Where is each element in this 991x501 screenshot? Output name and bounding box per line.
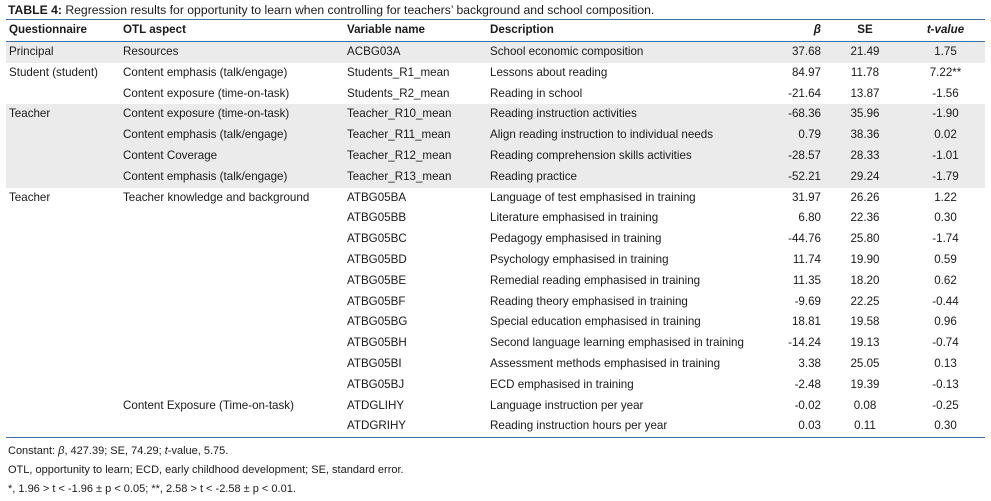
cell-variable-name: ACBG03A <box>344 42 487 63</box>
col-questionnaire: Questionnaire <box>6 20 120 42</box>
cell-t-value: -0.44 <box>932 294 959 308</box>
table-row <box>6 416 985 437</box>
cell-variable-name: ATBG05BA <box>347 190 407 204</box>
table-row <box>6 271 985 292</box>
cell-description: Literature emphasised in training <box>490 211 659 225</box>
table-row <box>6 396 985 417</box>
cell-questionnaire <box>6 396 120 417</box>
cell-t-value: 0.13 <box>934 356 957 370</box>
table-row <box>6 104 985 125</box>
cell-questionnaire <box>6 84 120 105</box>
cell-se: 11.78 <box>850 65 880 79</box>
cell-otl-aspect: Content Exposure (Time-on-task) <box>123 398 294 412</box>
cell-beta: -2.48 <box>794 377 821 391</box>
cell-questionnaire: Student (student) <box>9 65 98 79</box>
table-row <box>6 42 985 63</box>
table-title: Regression results for opportunity to learn when controlling for teachers’ background and school composition. <box>61 3 655 17</box>
cell-questionnaire <box>6 375 120 396</box>
cell-se: 0.11 <box>824 416 906 437</box>
cell-t-value: -1.56 <box>932 86 959 100</box>
col-variable-name: Variable name <box>344 20 487 42</box>
table-row <box>6 354 985 375</box>
table-row <box>6 312 985 333</box>
cell-t-value: 0.02 <box>906 125 985 146</box>
table-caption <box>8 2 654 18</box>
col-beta: β <box>777 20 824 42</box>
cell-questionnaire <box>6 354 120 375</box>
cell-beta: -68.36 <box>777 104 824 125</box>
cell-variable-name: ATBG05BD <box>347 252 407 266</box>
cell-variable-name: ATDGLIHY <box>347 398 405 412</box>
cell-description: Reading instruction hours per year <box>487 416 777 437</box>
cell-se: 19.58 <box>850 315 880 329</box>
cell-se: 19.13 <box>850 336 880 350</box>
cell-variable-name: ATBG05BE <box>347 273 407 287</box>
note-significance: *, 1.96 > t < -1.96 ± p < 0.05; **, 2.58 > t < -2.58 ± p < 0.01. <box>8 483 296 495</box>
cell-description: School economic composition <box>487 42 777 63</box>
cell-se: 25.05 <box>850 356 880 370</box>
cell-t-value: 0.96 <box>934 315 957 329</box>
cell-beta: -44.76 <box>788 232 821 246</box>
cell-beta: -52.21 <box>777 167 824 188</box>
table-row <box>6 375 985 396</box>
cell-questionnaire <box>6 292 120 313</box>
cell-otl-aspect: Content emphasis (talk/engage) <box>123 65 288 79</box>
cell-variable-name: Teacher_R11_mean <box>344 125 487 146</box>
table-row <box>6 84 985 105</box>
cell-t-value: -0.74 <box>932 336 959 350</box>
cell-t-value: -0.25 <box>932 398 959 412</box>
cell-otl-aspect <box>120 208 344 229</box>
cell-beta: -9.69 <box>794 294 821 308</box>
cell-otl-aspect: Content Coverage <box>120 146 344 167</box>
cell-description: Reading practice <box>487 167 777 188</box>
cell-beta: 37.68 <box>777 42 824 63</box>
cell-beta: 11.35 <box>792 273 821 287</box>
cell-description: ECD emphasised in training <box>490 377 634 391</box>
cell-variable-name: ATBG05BB <box>347 211 407 225</box>
cell-se: 26.26 <box>850 190 880 204</box>
cell-se: 28.33 <box>824 146 906 167</box>
cell-beta: -21.64 <box>788 86 821 100</box>
table-row <box>6 292 985 313</box>
cell-variable-name: ATBG05BI <box>347 356 402 370</box>
cell-description: Second language learning emphasised in training <box>490 336 744 350</box>
table-label: TABLE 4: <box>8 3 62 17</box>
cell-otl-aspect: Content exposure (time-on-task) <box>123 86 290 100</box>
cell-otl-aspect <box>120 229 344 250</box>
table-row <box>6 63 985 84</box>
cell-questionnaire: Teacher <box>6 104 120 125</box>
cell-t-value: 0.30 <box>906 416 985 437</box>
cell-t-value: 0.62 <box>934 273 957 287</box>
cell-t-value: -1.90 <box>906 104 985 125</box>
cell-description: Align reading instruction to individual needs <box>487 125 777 146</box>
cell-se: 21.49 <box>824 42 906 63</box>
cell-variable-name: Teacher_R10_mean <box>344 104 487 125</box>
cell-beta: 0.03 <box>777 416 824 437</box>
cell-beta: 31.97 <box>791 190 821 204</box>
cell-questionnaire <box>6 333 120 354</box>
cell-se: 38.36 <box>824 125 906 146</box>
cell-questionnaire <box>6 167 120 188</box>
col-se: SE <box>824 20 906 42</box>
cell-description: Remedial reading emphasised in training <box>490 273 701 287</box>
cell-beta: 3.38 <box>798 356 821 370</box>
cell-se: 25.80 <box>850 232 880 246</box>
cell-variable-name: ATBG05BJ <box>347 377 405 391</box>
cell-variable-name: Students_R1_mean <box>347 65 450 79</box>
cell-beta: 84.97 <box>791 65 821 79</box>
cell-otl-aspect: Resources <box>120 42 344 63</box>
regression-table <box>6 19 985 438</box>
cell-questionnaire <box>6 208 120 229</box>
cell-description: Pedagogy emphasised in training <box>490 232 662 246</box>
cell-t-value: 0.59 <box>934 252 957 266</box>
cell-description: Reading in school <box>490 86 583 100</box>
cell-description: Language of test emphasised in training <box>490 190 696 204</box>
cell-otl-aspect: Content emphasis (talk/engage) <box>120 125 344 146</box>
cell-questionnaire: Principal <box>6 42 120 63</box>
cell-otl-aspect <box>120 271 344 292</box>
cell-se: 19.90 <box>850 252 880 266</box>
cell-questionnaire: Teacher <box>9 190 51 204</box>
cell-otl-aspect <box>120 250 344 271</box>
col-otl-aspect: OTL aspect <box>120 20 344 42</box>
table-row <box>6 229 985 250</box>
cell-beta: -14.24 <box>788 336 821 350</box>
cell-description: Reading instruction activities <box>487 104 777 125</box>
cell-description: Psychology emphasised in training <box>490 252 669 266</box>
cell-t-value: 1.75 <box>906 42 985 63</box>
cell-beta: 0.79 <box>777 125 824 146</box>
cell-otl-aspect <box>120 416 344 437</box>
table-row <box>6 146 985 167</box>
cell-otl-aspect: Teacher knowledge and background <box>123 190 310 204</box>
cell-variable-name: Teacher_R12_mean <box>344 146 487 167</box>
cell-otl-aspect <box>120 333 344 354</box>
cell-otl-aspect: Content emphasis (talk/engage) <box>120 167 344 188</box>
cell-se: 22.25 <box>850 294 880 308</box>
cell-variable-name: ATBG05BG <box>347 315 408 329</box>
cell-se: 0.08 <box>853 398 877 412</box>
cell-beta: -28.57 <box>777 146 824 167</box>
cell-se: 22.36 <box>850 211 880 225</box>
cell-t-value: -1.79 <box>906 167 985 188</box>
col-description: Description <box>487 20 777 42</box>
cell-description: Special education emphasised in training <box>490 315 701 329</box>
cell-description: Assessment methods emphasised in training <box>490 356 721 370</box>
cell-variable-name: Teacher_R13_mean <box>344 167 487 188</box>
header-row <box>6 20 985 42</box>
cell-se: 18.20 <box>850 273 880 287</box>
cell-beta: 18.81 <box>791 315 821 329</box>
cell-beta: 6.80 <box>798 211 821 225</box>
table-row <box>6 333 985 354</box>
cell-description: Reading theory emphasised in training <box>490 294 688 308</box>
table-row <box>6 167 985 188</box>
table-row <box>6 250 985 271</box>
cell-otl-aspect <box>120 292 344 313</box>
cell-otl-aspect <box>120 354 344 375</box>
cell-otl-aspect: Content exposure (time-on-task) <box>120 104 344 125</box>
table-row <box>6 125 985 146</box>
cell-questionnaire <box>6 312 120 333</box>
cell-variable-name: ATDGRIHY <box>344 416 487 437</box>
cell-questionnaire <box>6 250 120 271</box>
cell-se: 29.24 <box>824 167 906 188</box>
cell-se: 35.96 <box>824 104 906 125</box>
cell-se: 13.87 <box>850 86 880 100</box>
note-abbreviations: OTL, opportunity to learn; ECD, early childhood development; SE, standard error. <box>8 464 404 476</box>
cell-variable-name: ATBG05BF <box>347 294 406 308</box>
cell-otl-aspect <box>120 375 344 396</box>
cell-t-value: 1.22 <box>934 190 957 204</box>
cell-t-value: -1.01 <box>906 146 985 167</box>
cell-se: 19.39 <box>850 377 880 391</box>
table-row <box>6 188 985 209</box>
cell-questionnaire <box>6 271 120 292</box>
table-notes <box>8 442 404 499</box>
cell-description: Reading comprehension skills activities <box>487 146 777 167</box>
cell-questionnaire <box>6 125 120 146</box>
cell-otl-aspect <box>120 312 344 333</box>
cell-variable-name: ATBG05BH <box>347 336 407 350</box>
cell-variable-name: ATBG05BC <box>347 232 407 246</box>
cell-t-value: -0.13 <box>932 377 959 391</box>
cell-description: Language instruction per year <box>490 398 644 412</box>
note-constant: Constant: β, 427.39; SE, 74.29; t-value, 5.75. <box>8 445 229 457</box>
table-row <box>6 208 985 229</box>
cell-t-value: 0.30 <box>934 211 957 225</box>
cell-questionnaire <box>6 229 120 250</box>
cell-questionnaire <box>6 416 120 437</box>
table-body <box>6 42 985 438</box>
cell-beta: 11.74 <box>792 252 821 266</box>
cell-t-value: -1.74 <box>932 232 959 246</box>
cell-questionnaire <box>6 146 120 167</box>
col-t-value: t-value <box>906 20 985 42</box>
cell-beta: -0.02 <box>794 398 821 412</box>
cell-variable-name: Students_R2_mean <box>347 86 450 100</box>
cell-t-value: 7.22** <box>929 65 962 79</box>
cell-description: Lessons about reading <box>490 65 608 79</box>
